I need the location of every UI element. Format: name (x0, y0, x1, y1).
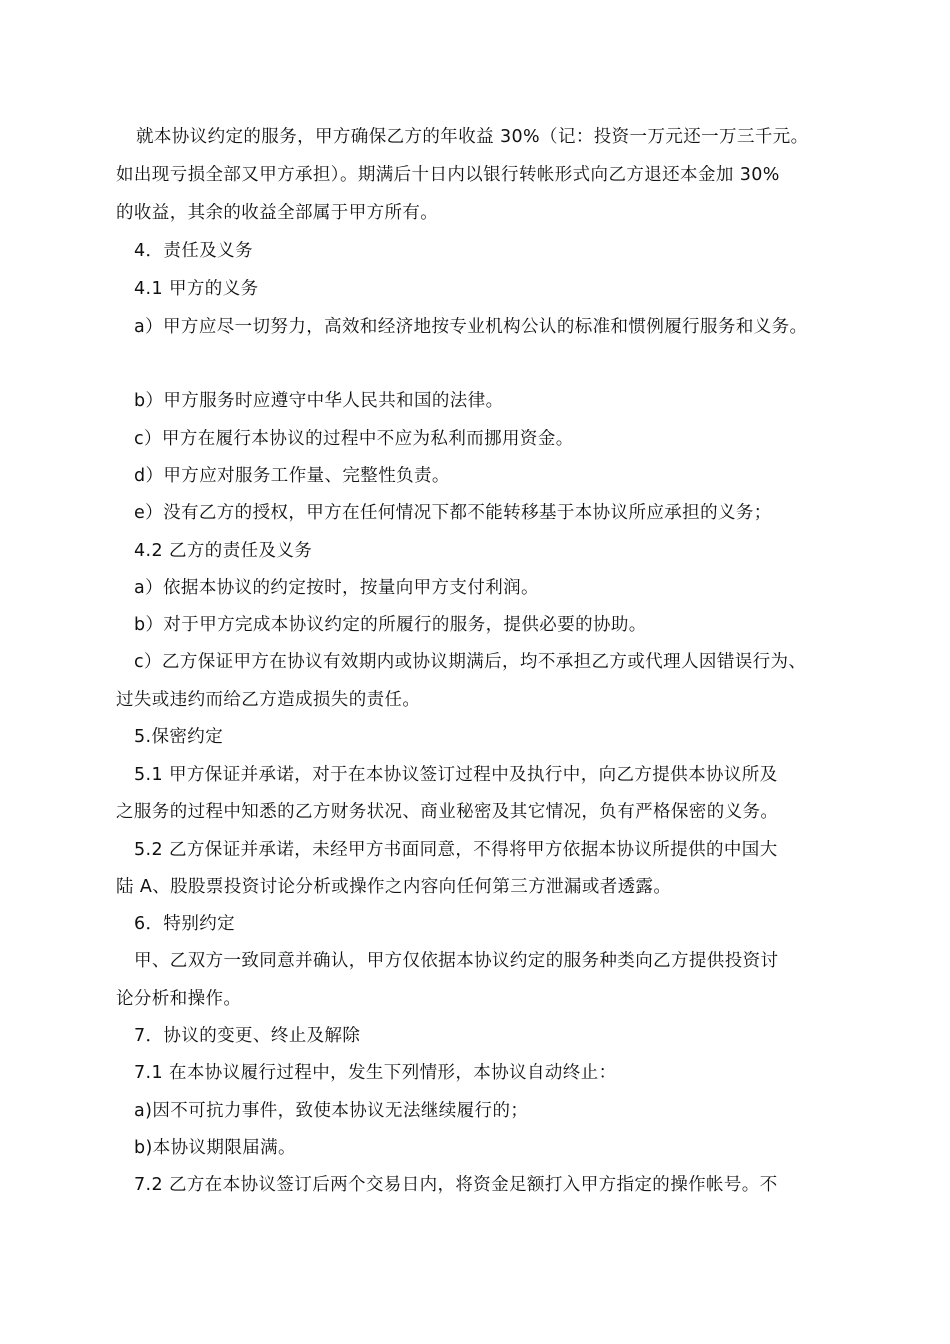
paragraph-line: 就本协议约定的服务，甲方确保乙方的年收益 30%（记：投资一万元还一万三千元。 (136, 127, 809, 147)
section-heading: 6．特别约定 (134, 914, 236, 934)
paragraph-line: 论分析和操作。 (116, 989, 242, 1009)
list-item: e）没有乙方的授权，甲方在任何情况下都不能转移基于本协议所应承担的义务； (134, 503, 772, 523)
list-item: c）乙方保证甲方在协议有效期内或协议期满后，均不承担乙方或代理人因错误行为、 (134, 652, 807, 672)
list-item: d）甲方应对服务工作量、完整性负责。 (134, 466, 450, 486)
paragraph-line: 5.1 甲方保证并承诺，对于在本协议签订过程中及执行中，向乙方提供本协议所及 (134, 765, 778, 785)
section-heading: 4．责任及义务 (134, 241, 253, 261)
paragraph-line: 5.2 乙方保证并承诺，未经甲方书面同意，不得将甲方依据本协议所提供的中国大 (134, 840, 778, 860)
section-heading: 7．协议的变更、终止及解除 (134, 1026, 361, 1046)
list-item: a）依据本协议的约定按时，按量向甲方支付利润。 (134, 578, 539, 598)
list-item: b)本协议期限届满。 (134, 1138, 296, 1158)
paragraph-line: 如出现亏损全部又甲方承担）。期满后十日内以银行转帐形式向乙方退还本金加 30% (116, 165, 780, 185)
list-item: c）甲方在履行本协议的过程中不应为私利而挪用资金。 (134, 429, 574, 449)
subsection-heading: 4.2 乙方的责任及义务 (134, 541, 313, 561)
list-item: a)因不可抗力事件，致使本协议无法继续履行的； (134, 1101, 529, 1121)
list-item: a）甲方应尽一切努力，高效和经济地按专业机构公认的标准和惯例履行服务和义务。 (134, 317, 808, 337)
subsection-heading: 4.1 甲方的义务 (134, 279, 259, 299)
paragraph-line: 的收益，其余的收益全部属于甲方所有。 (116, 203, 439, 223)
list-item: b）甲方服务时应遵守中华人民共和国的法律。 (134, 391, 504, 411)
list-item: b）对于甲方完成本协议约定的所履行的服务，提供必要的协助。 (134, 615, 647, 635)
paragraph-line: 之服务的过程中知悉的乙方财务状况、商业秘密及其它情况，负有严格保密的义务。 (116, 802, 779, 822)
paragraph-line: 7.1 在本协议履行过程中，发生下列情形，本协议自动终止： (134, 1063, 617, 1083)
paragraph-line: 陆 A、股股票投资讨论分析或操作之内容向任何第三方泄漏或者透露。 (116, 877, 672, 897)
paragraph-line: 甲、乙双方一致同意并确认，甲方仅依据本协议约定的服务种类向乙方提供投资讨 (134, 951, 779, 971)
paragraph-line: 过失或违约而给乙方造成损失的责任。 (116, 690, 421, 710)
section-heading: 5.保密约定 (134, 727, 224, 747)
paragraph-line: 7.2 乙方在本协议签订后两个交易日内，将资金足额打入甲方指定的操作帐号。不 (134, 1175, 778, 1195)
